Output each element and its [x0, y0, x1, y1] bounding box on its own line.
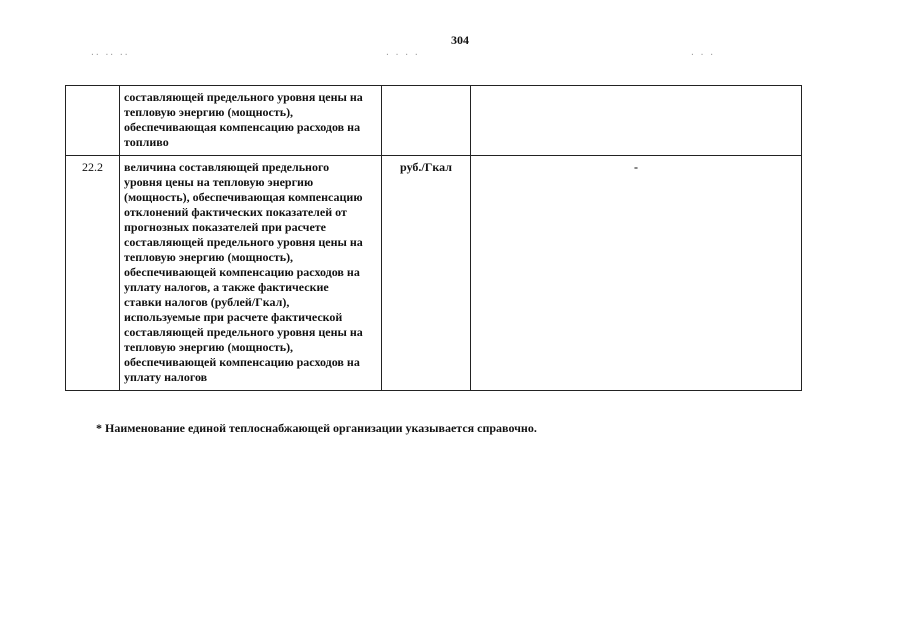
description-line: величина составляющей предельного — [124, 160, 330, 174]
scan-artifact: · · · · — [385, 50, 419, 59]
description-line: прогнозных показателей при расчете — [124, 220, 326, 234]
description-line: ставки налогов (рублей/Гкал), — [124, 295, 290, 309]
description-line: отклонений фактических показателей от — [124, 205, 347, 219]
row-unit-cell — [382, 86, 471, 156]
description-line: топливо — [124, 135, 169, 149]
row-number-cell — [66, 86, 120, 156]
description-line: составляющей предельного уровня цены на — [124, 325, 363, 339]
description-line: составляющей предельного уровня цены на — [124, 90, 363, 104]
table-body — [66, 86, 802, 391]
description-line: обеспечивающей компенсацию расходов на — [124, 355, 360, 369]
description-line: уровня цены на тепловую энергию — [124, 175, 314, 189]
table-row — [66, 86, 802, 156]
description-line: обеспечивающей компенсацию расходов на — [124, 265, 360, 279]
table-row — [66, 156, 802, 391]
row-description-cell — [120, 156, 382, 391]
row-value-cell: - — [471, 156, 802, 391]
description-line: тепловую энергию (мощность), — [124, 340, 294, 354]
row-value-cell — [471, 86, 802, 156]
row-number-cell: 22.2 — [66, 156, 120, 391]
page-number: 304 — [451, 33, 469, 47]
description-line: (мощность), обеспечивающая компенсацию — [124, 190, 363, 204]
description-line: обеспечивающая компенсацию расходов на — [124, 120, 361, 134]
row-unit-cell: руб./Гкал — [382, 156, 471, 391]
description-line: составляющей предельного уровня цены на — [124, 235, 363, 249]
scan-artifact: · · · — [690, 50, 715, 59]
footnote: * Наименование единой теплоснабжающей организации указывается справочно. — [96, 421, 537, 435]
row-description-cell — [120, 86, 382, 156]
description-line: тепловую энергию (мощность), — [124, 250, 294, 264]
description-line: уплату налогов, а также фактические — [124, 280, 329, 294]
description-line: уплату налогов — [124, 370, 208, 384]
description-line: тепловую энергию (мощность), — [124, 105, 294, 119]
data-table — [65, 85, 802, 391]
scan-artifact: ·· ·· ·· — [90, 50, 129, 59]
description-line: используемые при расчете фактической — [124, 310, 343, 324]
